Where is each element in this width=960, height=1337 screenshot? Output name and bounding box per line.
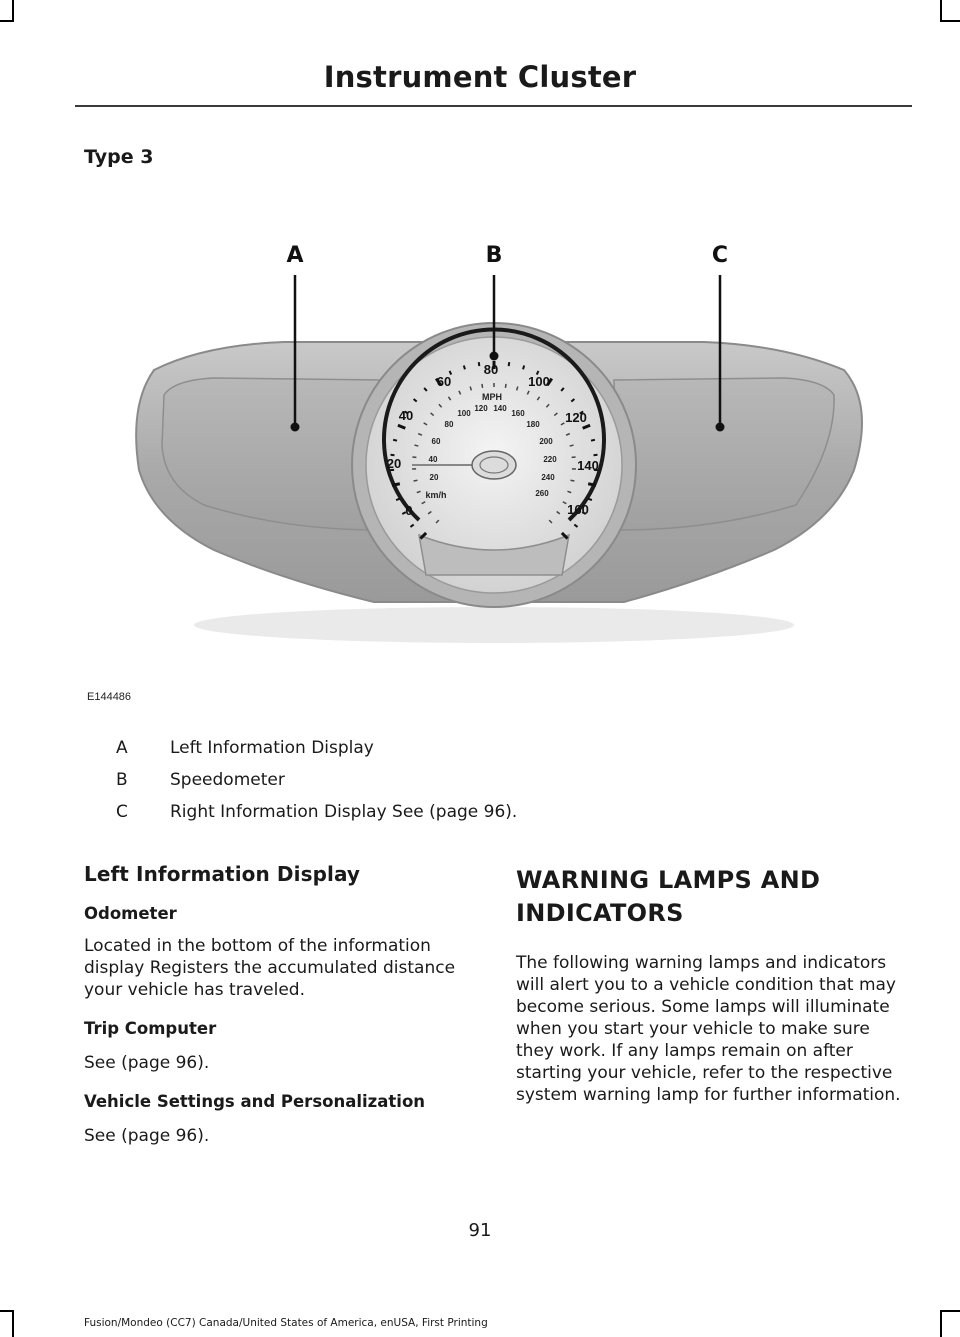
legend-row xyxy=(84,802,684,834)
left-column xyxy=(84,862,474,1147)
kmh-label: 40 xyxy=(428,455,438,464)
gauge-inner-tick xyxy=(482,384,483,388)
kmh-label: 220 xyxy=(543,455,557,464)
page-title: Instrument Cluster xyxy=(323,60,637,94)
gauge-tick xyxy=(393,440,397,441)
mph-label: 160 xyxy=(567,502,589,517)
legend-text: Speedometer xyxy=(170,770,285,790)
legend-text: Left Information Display xyxy=(170,738,374,758)
callout-label-a: A xyxy=(286,243,304,268)
mph-label: 0 xyxy=(405,503,413,518)
legend-row xyxy=(84,770,684,802)
mph-label: 60 xyxy=(436,374,452,389)
callout-label-c: C xyxy=(711,243,729,268)
mph-label: 20 xyxy=(386,456,402,471)
gauge-inner-tick xyxy=(570,445,574,446)
legend-letter: C xyxy=(116,802,128,822)
gauge-tick xyxy=(392,484,400,486)
kmh-label: 260 xyxy=(535,489,549,498)
left-info-heading: Left Information Display xyxy=(84,862,361,886)
right-column xyxy=(516,864,906,1106)
figure-code: E144486 xyxy=(87,691,132,703)
instrument-cluster-figure xyxy=(84,230,874,710)
trip-computer-text: See (page 96). xyxy=(84,1053,210,1073)
kmh-label: 80 xyxy=(444,420,454,429)
gauge-inner-tick xyxy=(414,480,418,481)
crop-mark xyxy=(12,1310,14,1337)
figure-legend xyxy=(84,738,684,834)
callout-dot-b xyxy=(490,352,499,361)
cluster-shadow xyxy=(194,607,794,643)
footer-text: Fusion/Mondeo (CC7) Canada/United States of America, enUSA, First Printing xyxy=(84,1317,488,1329)
callout-dot-a xyxy=(291,423,300,432)
crop-mark xyxy=(0,1310,14,1312)
kmh-label: 60 xyxy=(431,437,441,446)
vehicle-settings-text: See (page 96). xyxy=(84,1126,210,1146)
warning-lamps-heading-line1: WARNING LAMPS AND xyxy=(516,866,821,894)
crop-mark xyxy=(940,0,942,22)
crop-mark xyxy=(12,0,14,22)
gauge-inner-tick xyxy=(414,445,418,446)
kmh-label: 140 xyxy=(493,404,507,413)
kmh-label: 100 xyxy=(457,409,471,418)
callout-dot-c xyxy=(716,423,725,432)
crop-mark xyxy=(0,20,14,22)
kmh-label: 20 xyxy=(429,473,439,482)
legend-text: Right Information Display See (page 96). xyxy=(170,802,518,822)
mph-label: 40 xyxy=(398,408,414,423)
odometer-heading: Odometer xyxy=(84,904,177,923)
gauge-tick xyxy=(588,484,596,486)
kmh-label: 160 xyxy=(511,409,525,418)
kmh-unit: km/h xyxy=(425,490,447,500)
kmh-label: 200 xyxy=(539,437,553,446)
vehicle-settings-heading: Vehicle Settings and Personalization xyxy=(84,1092,426,1111)
warning-lamps-text: The following warning lamps and indicators will alert you to a vehicle condition that may become serious. Some lamps will illuminate when you start your vehicle to make sure they work. If any lamps remain on after starting your vehicle, refer to the respective system warning lamp for further information. xyxy=(516,953,901,1105)
gauge-hub xyxy=(472,451,516,479)
kmh-label: 120 xyxy=(474,404,488,413)
kmh-label: 180 xyxy=(526,420,540,429)
gauge-tick xyxy=(588,499,592,500)
legend-letter: A xyxy=(116,738,128,758)
legend-row xyxy=(84,738,684,770)
warning-lamps-heading xyxy=(516,864,906,930)
page-number: 91 xyxy=(468,1220,492,1241)
gauge-inner-tick xyxy=(571,480,575,481)
gauge-tick xyxy=(464,365,465,369)
header-rule xyxy=(75,105,912,107)
gauge-tick xyxy=(591,440,595,441)
crop-mark xyxy=(940,20,960,22)
kmh-label: 240 xyxy=(541,473,555,482)
legend-letter: B xyxy=(116,770,128,790)
gauge-tick xyxy=(479,362,480,366)
trip-computer-heading: Trip Computer xyxy=(84,1019,217,1038)
crop-mark xyxy=(940,1310,960,1312)
gauge-inner-tick xyxy=(505,384,506,388)
section-type-label: Type 3 xyxy=(84,146,154,168)
gauge-tick xyxy=(509,362,510,366)
crop-mark xyxy=(940,1310,942,1337)
warning-lamps-heading-line2: INDICATORS xyxy=(516,899,684,927)
mph-unit: MPH xyxy=(482,392,502,402)
gauge-tick xyxy=(523,365,524,369)
callout-label-b: B xyxy=(485,243,503,268)
mph-label: 100 xyxy=(528,374,550,389)
instrument-cluster-diagram xyxy=(84,230,874,710)
mph-label: 120 xyxy=(565,410,587,425)
gauge-tick xyxy=(396,499,400,500)
odometer-text: Located in the bottom of the information display Registers the accumulated distance your vehicle has traveled. xyxy=(84,936,456,1000)
mph-label: 80 xyxy=(483,362,499,377)
mph-label: 140 xyxy=(577,458,599,473)
